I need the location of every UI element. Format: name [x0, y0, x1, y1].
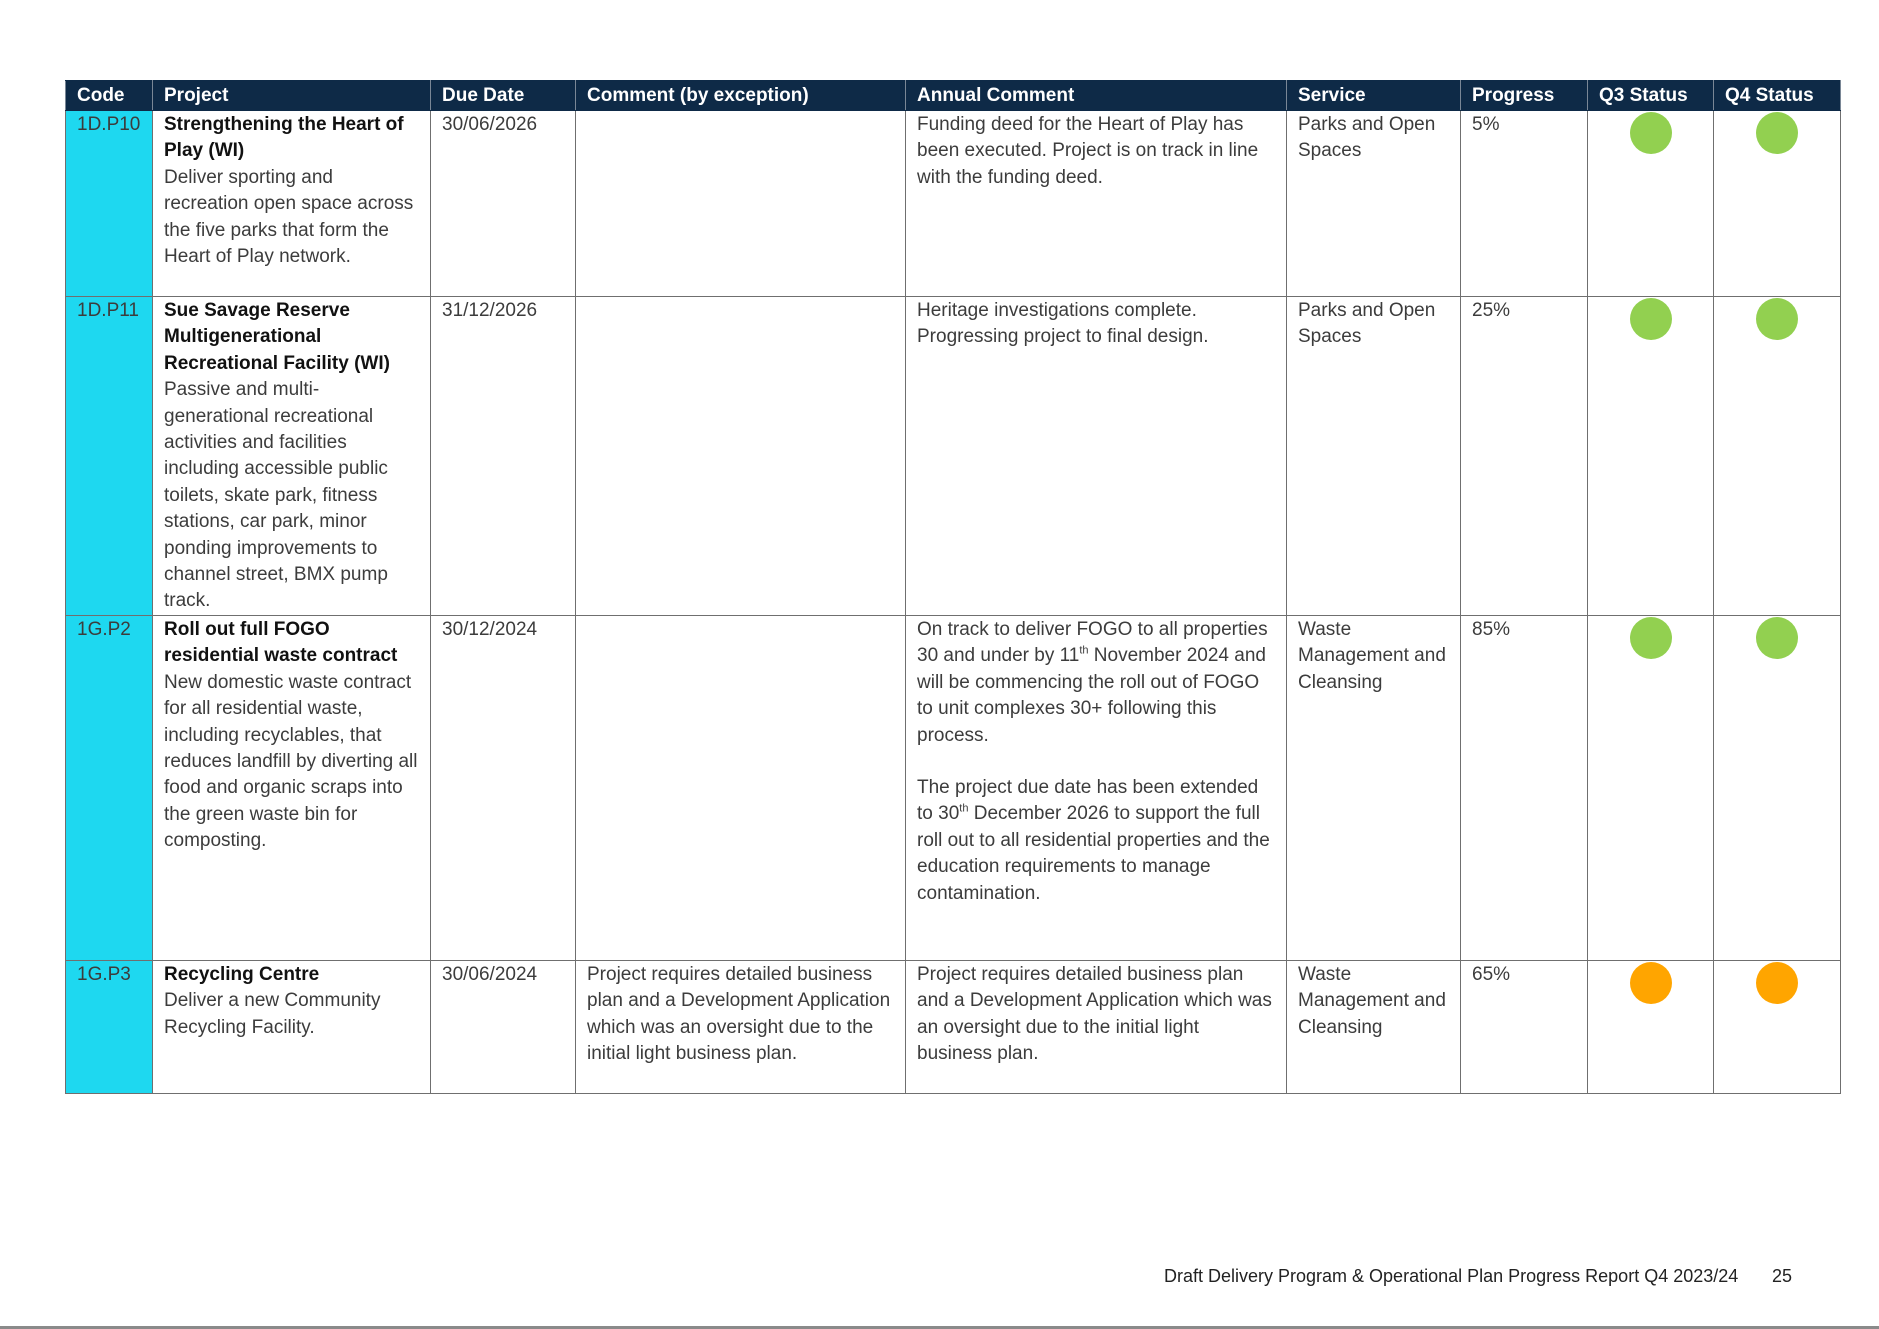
row-due-date: 30/12/2024: [431, 615, 576, 960]
annual-comment-text: Heritage investigations complete. Progressing project to final design.: [917, 300, 1209, 348]
header-q3-status: Q3 Status: [1588, 81, 1714, 111]
row-service: Parks and Open Spaces: [1287, 297, 1461, 616]
ordinal-suffix: th: [959, 802, 969, 815]
annual-comment-paragraph-2: [917, 775, 1275, 907]
row-progress: 65%: [1461, 960, 1588, 1093]
row-comment: [576, 615, 906, 960]
row-progress: 85%: [1461, 615, 1588, 960]
row-due-date: 31/12/2026: [431, 297, 576, 616]
project-title: Roll out full FOGO residential waste contract: [164, 618, 398, 667]
q4-status-dot-icon: [1756, 617, 1798, 659]
q3-status-dot-icon: [1630, 617, 1672, 659]
annual-comment-paragraph-1: [917, 617, 1275, 749]
row-annual-comment: [906, 960, 1287, 1093]
row-annual-comment: [906, 615, 1287, 960]
q3-status-dot-icon: [1630, 962, 1672, 1004]
row-q4-status: [1714, 960, 1841, 1093]
project-title: Recycling Centre: [164, 963, 320, 985]
table-row: [66, 615, 1841, 960]
annual-comment-text: Funding deed for the Heart of Play has been executed. Project is on track in line with the funding deed.: [917, 114, 1259, 188]
annual-comment-part: November 2024 and will be commencing the roll out of FOGO to unit complexes 30+ following this process.: [917, 645, 1266, 746]
row-q3-status: [1588, 960, 1714, 1093]
row-comment: Project requires detailed business plan and a Development Application which was an oversight due to the initial light business plan.: [576, 960, 906, 1093]
table-row: [66, 297, 1841, 616]
q3-status-dot-icon: [1630, 298, 1672, 340]
progress-table: [65, 80, 1841, 1094]
table-row: [66, 960, 1841, 1093]
row-project: [153, 111, 431, 297]
row-service: Parks and Open Spaces: [1287, 111, 1461, 297]
row-code: 1D.P10: [66, 111, 153, 297]
row-code: 1G.P3: [66, 960, 153, 1093]
row-comment: [576, 297, 906, 616]
row-project: [153, 960, 431, 1093]
q3-status-dot-icon: [1630, 112, 1672, 154]
header-code: Code: [66, 81, 153, 111]
project-title: Sue Savage Reserve Multigenerational Recreational Facility (WI): [164, 300, 390, 374]
row-progress: 25%: [1461, 297, 1588, 616]
row-q4-status: [1714, 615, 1841, 960]
row-project: [153, 615, 431, 960]
row-code: 1G.P2: [66, 615, 153, 960]
row-due-date: 30/06/2024: [431, 960, 576, 1093]
header-annual-comment: Annual Comment: [906, 81, 1287, 111]
header-comment: Comment (by exception): [576, 81, 906, 111]
row-q3-status: [1588, 111, 1714, 297]
project-description: New domestic waste contract for all residential waste, including recyclables, that reduces landfill by diverting all food and organic scraps into the green waste bin for composting.: [164, 671, 418, 852]
row-q3-status: [1588, 615, 1714, 960]
row-comment: [576, 111, 906, 297]
row-q4-status: [1714, 111, 1841, 297]
q4-status-dot-icon: [1756, 962, 1798, 1004]
header-service: Service: [1287, 81, 1461, 111]
project-title: Strengthening the Heart of Play (WI): [164, 114, 404, 162]
header-progress: Progress: [1461, 81, 1588, 111]
annual-comment-part: December 2026 to support the full roll out to all residential properties and the education requirements to manage contamination.: [917, 803, 1270, 904]
row-code: 1D.P11: [66, 297, 153, 616]
table-row: [66, 111, 1841, 297]
project-description: Passive and multi-generational recreational activities and facilities including accessible public toilets, skate park, fitness stations, car park, minor ponding improvements to channel street, BMX pump track.: [164, 379, 388, 612]
row-annual-comment: [906, 111, 1287, 297]
annual-comment-part: The project due date has been extended to 30: [917, 776, 1259, 825]
footer-page-number: 25: [1772, 1266, 1793, 1286]
row-q4-status: [1714, 297, 1841, 616]
row-progress: 5%: [1461, 111, 1588, 297]
header-q4-status: Q4 Status: [1714, 81, 1841, 111]
footer-report-title: Draft Delivery Program & Operational Plan Progress Report Q4 2023/24: [1164, 1266, 1739, 1286]
q4-status-dot-icon: [1756, 298, 1798, 340]
project-description: Deliver sporting and recreation open space across the five parks that form the Heart of Play network.: [164, 166, 414, 268]
row-annual-comment: [906, 297, 1287, 616]
row-q3-status: [1588, 297, 1714, 616]
row-service: Waste Management and Cleansing: [1287, 615, 1461, 960]
table-header-row: [66, 81, 1841, 111]
row-service: Waste Management and Cleansing: [1287, 960, 1461, 1093]
header-project: Project: [153, 81, 431, 111]
ordinal-suffix: th: [1079, 644, 1089, 657]
q4-status-dot-icon: [1756, 112, 1798, 154]
header-due-date: Due Date: [431, 81, 576, 111]
annual-comment-text: Project requires detailed business plan and a Development Application which was an oversight due to the initial light business plan.: [917, 963, 1272, 1065]
annual-comment-part: On track to deliver FOGO to all properties 30 and under by 11: [917, 618, 1268, 667]
row-due-date: 30/06/2026: [431, 111, 576, 297]
row-project: [153, 297, 431, 616]
project-description: Deliver a new Community Recycling Facility.: [164, 990, 381, 1038]
